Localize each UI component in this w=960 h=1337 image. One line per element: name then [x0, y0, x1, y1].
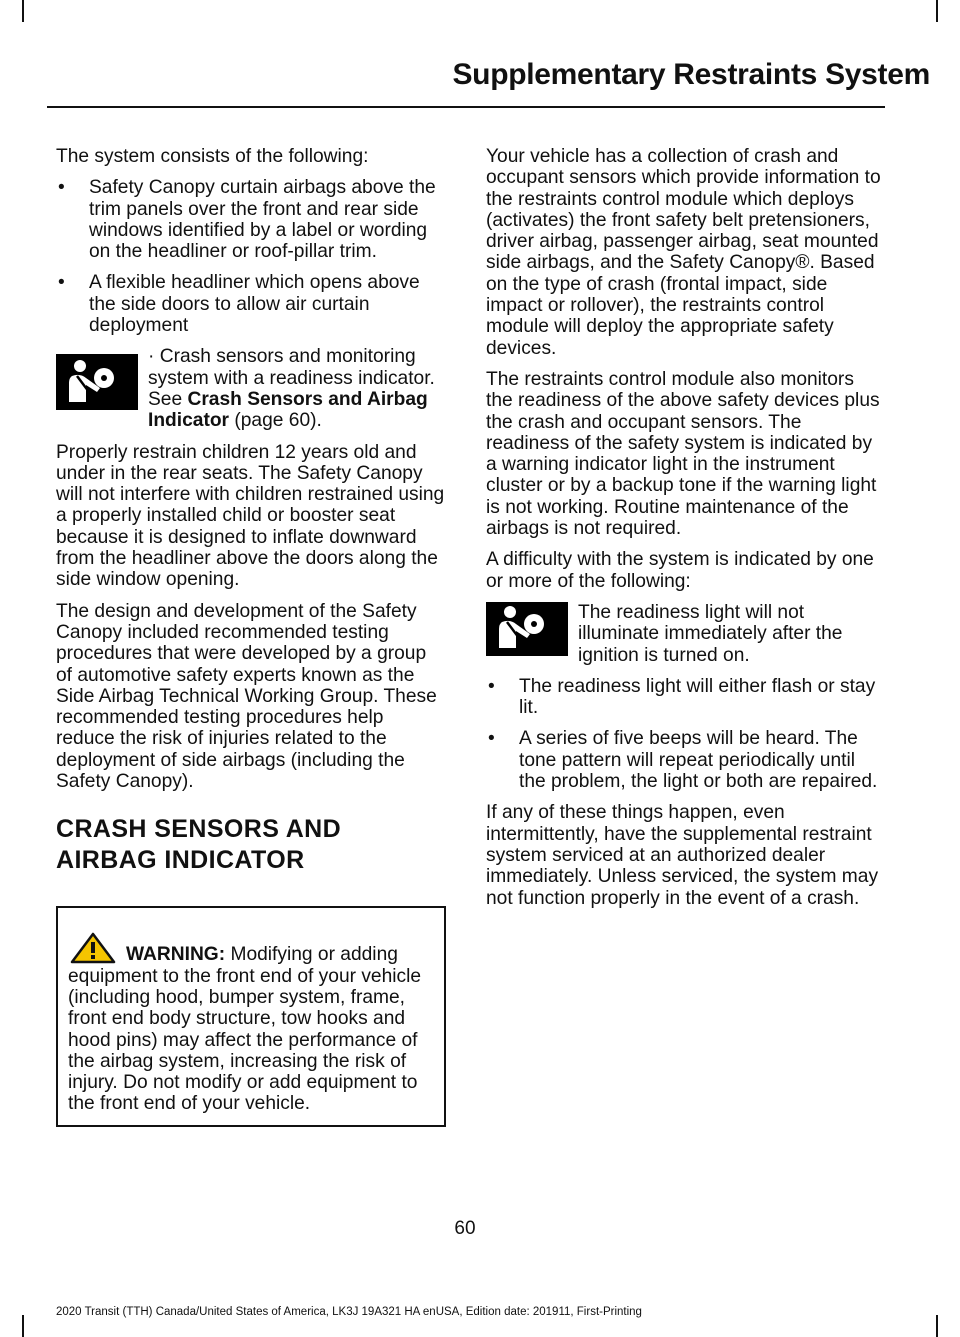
left-column [56, 146, 446, 1127]
service-paragraph: If any of these things happen, even intermittently, have the supplemental restraint system serviced at an authorized dealer immediately. Unless serviced, the system may not function properly in the event of a crash. [486, 802, 879, 909]
module-paragraph: The restraints control module also monitors the readiness of the above safety devices plus the crash and occupant sensors. The readiness of the safety system is indicated by a warning indicator light in the instrument cluster or by a backup tone if the warning light is not working. Routine maintenance of the airbags is not required. [486, 368, 880, 540]
crash-sensors-text: · Crash sensors and monitoring system with a readiness indicator. See [148, 346, 435, 410]
warning-text: Modifying or adding equipment to the front end of your vehicle (including hood, bumper system, frame, front end body structure, tow hooks and hood pins) may affect the performance of the airbag system, increasing the risk of injury. Do not modify or add equipment to the front end of your vehicle. [68, 944, 422, 1115]
readiness-light-text: The readiness light will not illuminate immediately after the ignition is turned on. [578, 601, 843, 666]
page-number: 60 [454, 1218, 476, 1239]
crop-mark-bottom-left [22, 1315, 24, 1337]
page-title: Supplementary Restraints System [452, 58, 930, 91]
design-paragraph: The design and development of the Safety Canopy included recommended testing procedures that were developed by a group of automotive safety experts known as the Side Airbag Technical Working Group. These recommended testing procedures help reduce the risk of injuries related to the deployment of side airbags (including the Safety Canopy). [56, 600, 437, 793]
right-column [486, 146, 882, 919]
crash-sensors-item [56, 346, 446, 431]
list-item: • A flexible headliner which opens above the side doors to allow air curtain deployment [56, 272, 446, 336]
children-paragraph: Properly restrain children 12 years old and under in the rear seats. The Safety Canopy will not interfere with children restrained using a properly installed child or booster seat because it is designed to inflate downward from the headliner above the doors along the side window opening. [56, 441, 445, 591]
warning-box [56, 906, 446, 1126]
symptoms-list [486, 676, 882, 792]
section-heading-line: AIRBAG INDICATOR [56, 846, 305, 875]
section-heading-line: CRASH SENSORS AND [56, 815, 342, 844]
warning-triangle-icon [70, 932, 116, 964]
crop-mark-top-right [936, 0, 938, 22]
difficulty-paragraph: A difficulty with the system is indicated by one or more of the following: [486, 549, 874, 592]
list-item: • Safety Canopy curtain airbags above the trim panels over the front and rear side windows identified by a label or wording on the headliner or roof-pillar trim. [56, 177, 446, 262]
crop-mark-bottom-right [936, 1315, 938, 1337]
readiness-light-item [486, 602, 882, 666]
page-reference: (page 60). [229, 410, 322, 432]
crop-mark-top-left [22, 0, 24, 22]
sensors-paragraph: Your vehicle has a collection of crash and occupant sensors which provide information to the restraints control module which deploys (activates) the front safety belt pretensioners, driver airbag, passenger airbag, seat mounted side airbags, and the Safety Canopy®. Based on the type of crash (frontal impact, side impact or rollover), the restraints control module will deploy the appropriate safety devices. [486, 146, 881, 359]
list-item: • A series of five beeps will be heard. The tone pattern will repeat periodically until the problem, the light or both are repaired. [486, 728, 882, 792]
list-item: • The readiness light will either flash or stay lit. [486, 676, 882, 719]
airbag-indicator-icon [486, 602, 568, 656]
header-divider [47, 106, 885, 108]
warning-label: WARNING: [126, 944, 226, 966]
system-components-list [56, 177, 446, 336]
section-heading [56, 814, 446, 876]
airbag-indicator-icon [56, 354, 138, 410]
intro-text: The system consists of the following: [56, 146, 369, 167]
cross-reference-link[interactable]: Crash Sensors and Airbag Indicator [148, 388, 428, 432]
footer-edition-info: 2020 Transit (TTH) Canada/United States of America, LK3J 19A321 HA enUSA, Edition date: 201911, First-Printing [56, 1306, 642, 1318]
